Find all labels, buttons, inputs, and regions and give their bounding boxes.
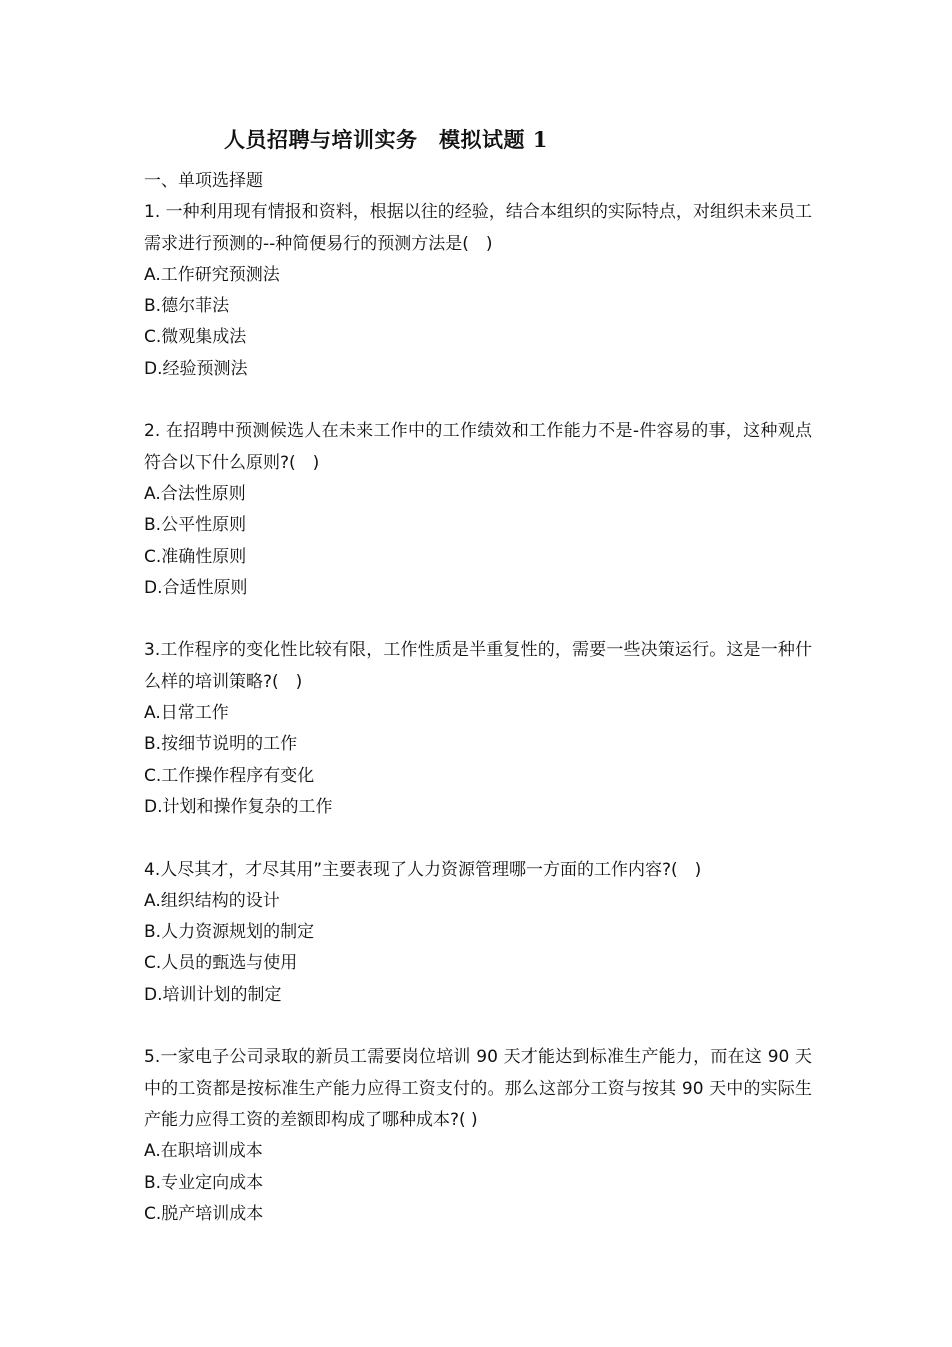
- option-a: A.工作研究预测法: [144, 264, 280, 285]
- option-b: B.人力资源规划的制定: [144, 922, 315, 943]
- option-d: D.计划和操作复杂的工作: [144, 796, 333, 817]
- option-b: B.德尔菲法: [144, 296, 230, 317]
- question-text: 4.人尽其才，才尽其用”主要表现了人力资源管理哪一方面的工作内容?( ): [144, 859, 702, 880]
- question-text: 1. 一种利用现有情报和资料，根据以往的经验，结合本组织的实际特点，对组织未来员工需求进行预测的--种简便易行的预测方法是( ): [144, 202, 812, 254]
- option-d: D.合适性原则: [144, 577, 248, 598]
- option-d: D.培训计划的制定: [144, 984, 282, 1005]
- document-title: 人员招聘与培训实务 模拟试题 1: [224, 127, 548, 152]
- document-body: [144, 166, 812, 1230]
- option-c: C.微观集成法: [144, 327, 247, 348]
- option-a: A.合法性原则: [144, 483, 246, 504]
- question-2: [144, 416, 812, 604]
- question-5: [144, 1042, 812, 1230]
- option-b: B.专业定向成本: [144, 1172, 264, 1193]
- option-a: A.日常工作: [144, 703, 229, 724]
- option-a: A.在职培训成本: [144, 1141, 263, 1162]
- option-c: C.准确性原则: [144, 546, 247, 567]
- option-b: B.按细节说明的工作: [144, 734, 298, 755]
- option-c: C.人员的甄选与使用: [144, 953, 298, 974]
- question-3: [144, 635, 812, 823]
- question-4: [144, 855, 812, 1011]
- question-text: 3.工作程序的变化性比较有限，工作性质是半重复性的，需要一些决策运行。这是一种什么样的培训策略?( ): [144, 640, 812, 692]
- option-d: D.经验预测法: [144, 358, 248, 379]
- question-text: 2. 在招聘中预测候选人在未来工作中的工作绩效和工作能力不是-件容易的事，这种观点符合以下什么原则?( ): [144, 421, 812, 473]
- option-a: A.组织结构的设计: [144, 890, 280, 911]
- option-b: B.公平性原则: [144, 515, 247, 536]
- section-heading: 一、单项选择题: [144, 171, 263, 191]
- option-c: C.脱产培训成本: [144, 1203, 264, 1224]
- question-1: [144, 197, 812, 385]
- question-text: 5.一家电子公司录取的新员工需要岗位培训 90 天才能达到标准生产能力，而在这 90 天中的工资都是按标准生产能力应得工资支付的。那么这部分工资与按其 90 天中的实际生产能力应得工资的差额即构成了哪种成本?( ): [144, 1047, 812, 1130]
- option-c: C.工作操作程序有变化: [144, 765, 315, 786]
